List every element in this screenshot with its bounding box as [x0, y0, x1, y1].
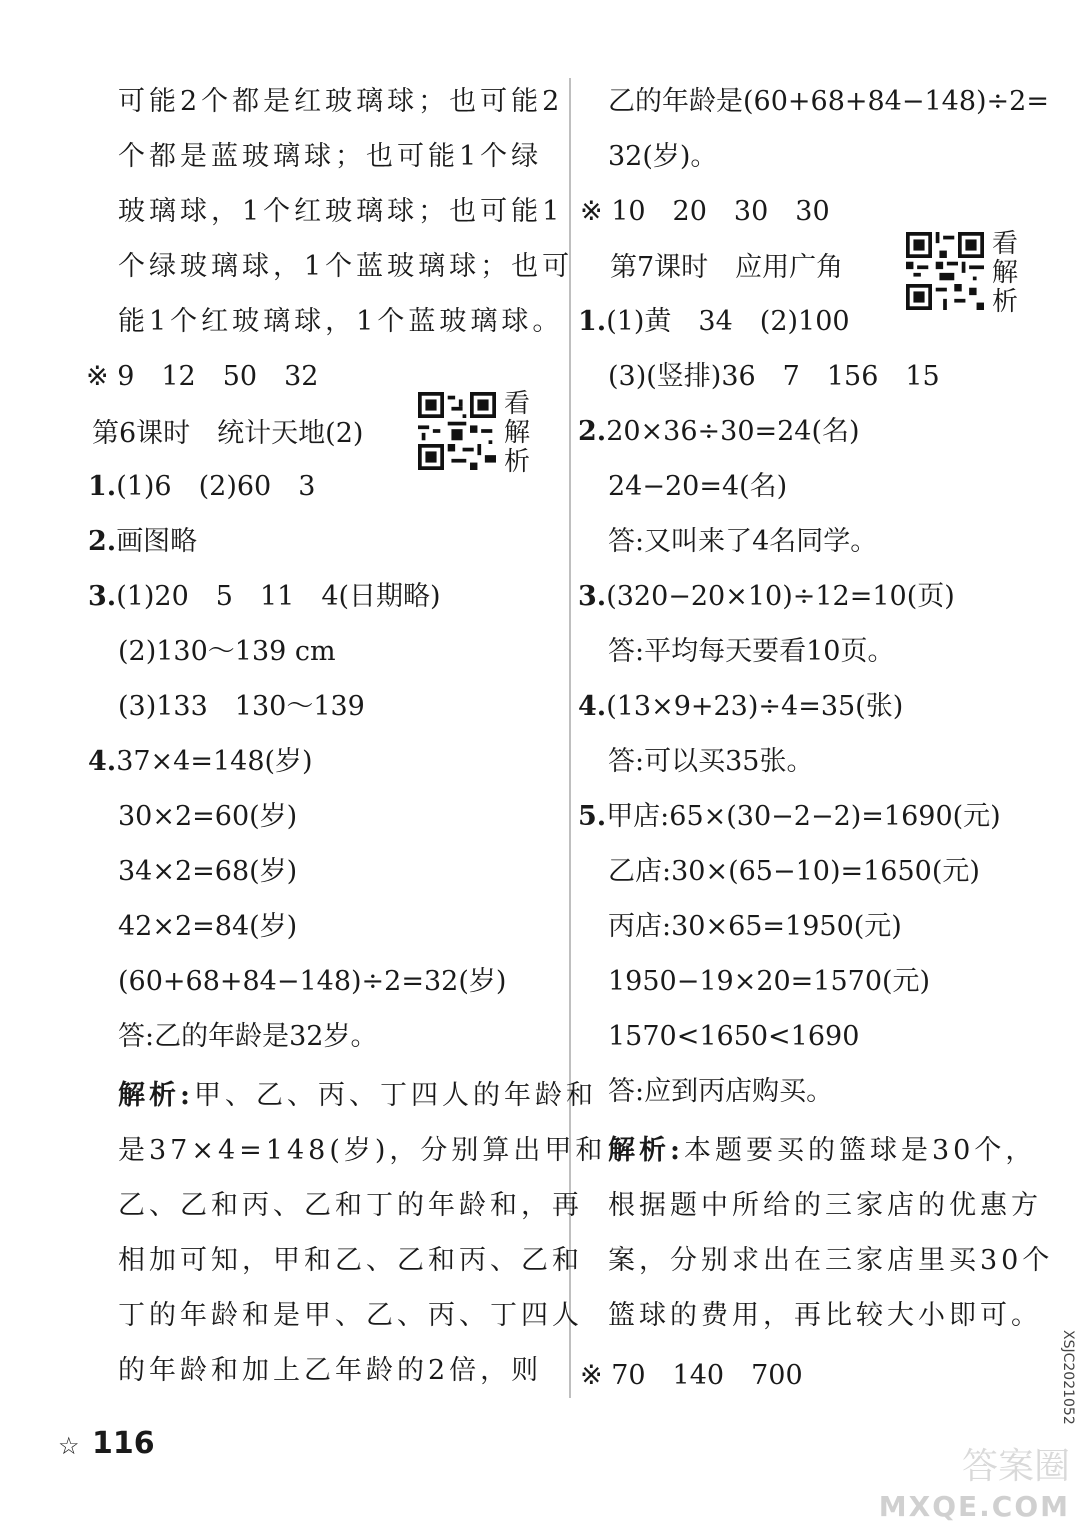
- answer-line: 乙店:30×(65−10)=1650(元): [608, 856, 980, 887]
- analysis-line: 是37×4=148(岁)，分别算出甲和: [118, 1135, 607, 1166]
- text-line: 玻璃球，1个红玻璃球；也可能1: [118, 196, 564, 227]
- analysis-line: 解析:甲、乙、丙、丁四人的年龄和: [118, 1080, 597, 1111]
- question-number: 2.: [88, 526, 117, 557]
- answer-line: 30×2=60(岁): [118, 801, 298, 832]
- analysis-line: 解析:本题要买的篮球是30个，: [608, 1135, 1037, 1166]
- question-4: [578, 687, 903, 727]
- side-code: XSJC2021052: [1060, 1330, 1076, 1425]
- question-number: 1.: [578, 306, 607, 337]
- analysis-line: 根据题中所给的三家店的优惠方: [608, 1190, 1042, 1221]
- answer-line: (3)133 130～139: [118, 691, 365, 722]
- question-number: 2.: [578, 416, 607, 447]
- answer-line: 34×2=68(岁): [118, 856, 298, 887]
- question-3: [578, 577, 955, 617]
- answer-line: 1950−19×20=1570(元): [608, 966, 931, 997]
- watermark-text: MXQE.COM: [878, 1490, 1070, 1523]
- answer-statement: 答:又叫来了4名同学。: [608, 526, 878, 557]
- question-2: [88, 522, 197, 562]
- watermark-logo: 答案圈: [961, 1446, 1070, 1487]
- answer-line: 丙店:30×65=1950(元): [608, 911, 902, 942]
- analysis-line: 相加可知，甲和乙、乙和丙、乙和: [118, 1245, 583, 1276]
- text-line: 能1个红玻璃球，1个蓝玻璃球。: [118, 306, 564, 337]
- analysis-line: 乙、乙和丙、乙和丁的年龄和，再: [118, 1190, 583, 1221]
- analysis-label: 解析:: [608, 1135, 684, 1166]
- answer-text: (1)黄 34 (2)100: [606, 306, 850, 337]
- qr-code-icon[interactable]: [418, 392, 496, 470]
- section-title-lesson-6: 第6课时 统计天地(2): [92, 418, 364, 449]
- answer-text: 37×4=148(岁): [116, 746, 313, 777]
- answer-line: (3)(竖排)36 7 156 15: [608, 361, 940, 392]
- analysis-line: 篮球的费用，再比较大小即可。: [608, 1300, 1042, 1331]
- question-1: [88, 467, 315, 507]
- question-number: 4.: [88, 746, 117, 777]
- answer-line: (2)130～139 cm: [118, 636, 336, 667]
- extra-note: ※ 9 12 50 32: [86, 361, 319, 392]
- answer-statement: 答:乙的年龄是32岁。: [118, 1021, 378, 1052]
- text-line: 个都是蓝玻璃球；也可能1个绿: [118, 141, 543, 172]
- extra-note: ※ 10 20 30 30: [580, 196, 830, 227]
- answer-text: (1)20 5 11 4(日期略): [116, 581, 441, 612]
- qr-label: 看 解 析: [991, 229, 1018, 317]
- question-number: 1.: [88, 471, 117, 502]
- answer-text: (320−20×10)÷12=10(页): [606, 581, 955, 612]
- answer-statement: 答:应到丙店购买。: [608, 1076, 834, 1107]
- qr-label: 看 解 析: [503, 389, 530, 477]
- question-2: [578, 412, 860, 452]
- text-line: 个绿玻璃球，1个蓝玻璃球；也可: [118, 251, 574, 282]
- question-1: [578, 302, 850, 342]
- analysis-line: 丁的年龄和是甲、乙、丙、丁四人: [118, 1300, 583, 1331]
- answer-statement: 答:可以买35张。: [608, 746, 814, 777]
- answer-line: 1570<1650<1690: [608, 1021, 860, 1052]
- answer-line: 24−20=4(名): [608, 471, 788, 502]
- answer-text: (1)6 (2)60 3: [116, 471, 316, 502]
- text-line: 32(岁)。: [608, 141, 718, 172]
- analysis-line: 的年龄和加上乙年龄的2倍，则: [118, 1355, 543, 1386]
- section-title-lesson-7: 第7课时 应用广角: [610, 252, 844, 283]
- page-number: 116: [92, 1426, 155, 1461]
- answer-line: 42×2=84(岁): [118, 911, 298, 942]
- question-5: [578, 797, 1001, 837]
- analysis-label: 解析:: [118, 1080, 194, 1111]
- text-line: 可能2个都是红玻璃球；也可能2: [118, 86, 564, 117]
- star-icon: ☆: [58, 1432, 80, 1460]
- question-number: 5.: [578, 801, 607, 832]
- text-line: 乙的年龄是(60+68+84−148)÷2=: [608, 86, 1049, 117]
- answer-statement: 答:平均每天要看10页。: [608, 636, 895, 667]
- answer-line: (60+68+84−148)÷2=32(岁): [118, 966, 507, 997]
- answer-text: (13×9+23)÷4=35(张): [606, 691, 904, 722]
- answer-text: 画图略: [116, 526, 198, 557]
- question-number: 3.: [578, 581, 607, 612]
- answer-text: 甲店:65×(30−2−2)=1690(元): [606, 801, 1001, 832]
- question-number: 4.: [578, 691, 607, 722]
- answer-text: 20×36÷30=24(名): [606, 416, 860, 447]
- question-number: 3.: [88, 581, 117, 612]
- question-4: [88, 742, 313, 782]
- question-3: [88, 577, 441, 617]
- extra-note: ※ 70 140 700: [580, 1360, 803, 1391]
- qr-code-icon[interactable]: [906, 232, 984, 310]
- analysis-line: 案，分别求出在三家店里买30个: [608, 1245, 1054, 1276]
